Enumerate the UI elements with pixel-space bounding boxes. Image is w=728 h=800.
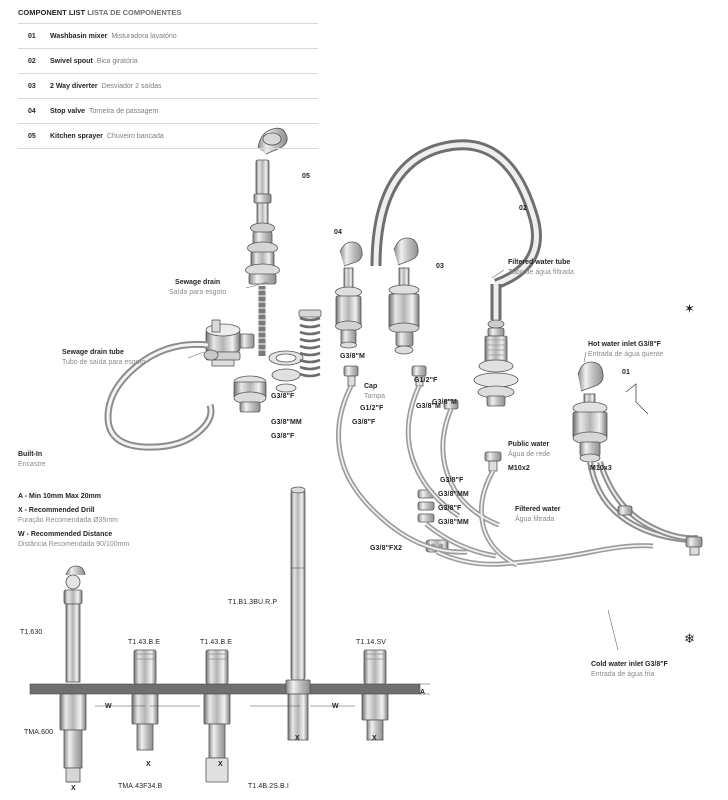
spec-w-en: W - Recommended Distance	[18, 531, 113, 538]
part-code-tma600: TMA.600	[24, 729, 54, 736]
dimension-w-1: W	[105, 703, 112, 710]
thread-label-g38fx2: G3/8"FX2	[370, 545, 403, 552]
cold-water-pt: Entrada de água fria	[591, 671, 655, 678]
component-number: 04	[28, 107, 36, 115]
public-water-en: Public water	[508, 441, 550, 448]
component-number: 01	[28, 32, 36, 40]
hot-water-icon: ✶	[684, 301, 695, 316]
sewage-drain-en: Sewage drain	[175, 279, 221, 286]
hot-water-en: Hot water inlet G3/8"F	[588, 341, 661, 348]
component-number: 05	[28, 132, 36, 140]
annotation-filtered-water-tube	[508, 258, 574, 278]
part-kitchen-sprayer	[246, 128, 304, 392]
annotation-cold-water-inlet	[591, 660, 668, 680]
thread-label-g12f-a: G1/2"F	[414, 377, 438, 384]
thread-label-g38mm-c: G3/8"MM	[438, 519, 469, 526]
component-list-row	[18, 48, 318, 73]
dimension-x-5: X	[71, 785, 76, 792]
part-code-t143be-b: T1.43.B.E	[200, 639, 233, 646]
spec-notes	[18, 492, 129, 550]
callout-03: 03	[436, 263, 444, 270]
part-code-t14b2sbi: T1.4B.2S.B.I	[248, 783, 289, 790]
annotation-public-water	[508, 440, 550, 460]
part-code-t1b13burp: T1.B1.3BU.R.P	[228, 599, 278, 606]
component-name-pt: Chuveiro bancada	[106, 132, 164, 140]
thread-label-g38f-a: G3/8"F	[271, 393, 295, 400]
thread-label-g38f-c: G3/8"F	[352, 419, 376, 426]
cap-en: Cap	[364, 383, 378, 390]
part-sewage-drain	[206, 320, 266, 412]
component-list	[18, 8, 318, 149]
filtered-water-tube-pt: Tubo de água filtrada	[508, 269, 574, 276]
thread-label-g38f-b: G3/8"F	[271, 433, 295, 440]
spec-w-pt: Distância Recomendada 90/100mm	[18, 541, 130, 548]
callout-05: 05	[302, 173, 310, 180]
component-name-en: Kitchen sprayer	[50, 132, 103, 140]
public-water-pt: Água de rede	[508, 451, 551, 458]
component-list-row	[18, 98, 318, 123]
part-code-t143be-a: T1.43.B.E	[128, 639, 161, 646]
thread-label-g38f-e: G3/8"F	[438, 505, 462, 512]
component-name-en: Swivel spout	[50, 57, 93, 65]
component-name-pt: Torneira de passagem	[89, 107, 159, 115]
component-name-en: Washbasin mixer	[50, 32, 108, 40]
spec-a: A - Min 10mm Max 20mm	[18, 493, 101, 500]
filtered-water-en: Filtered water	[515, 506, 561, 513]
component-name-pt: Bica giratória	[96, 57, 138, 65]
annotation-built-in	[18, 450, 46, 470]
sewage-drain-tube-pt: Tubo de saída para esgoto	[62, 359, 146, 366]
annotation-filtered-water	[515, 505, 561, 525]
dimension-w-2: W	[332, 703, 339, 710]
cold-water-icon: ❄	[684, 631, 695, 646]
dimension-x-4: X	[372, 735, 377, 742]
callout-02: 02	[519, 205, 527, 212]
component-list-title-pt: LISTA DE COMPONENTES	[87, 8, 182, 17]
dimension-x-3: X	[295, 735, 300, 742]
sewage-drain-tube-en: Sewage drain tube	[62, 349, 124, 356]
filtered-water-tube-en: Filtered water tube	[508, 259, 571, 266]
component-list-title-en: COMPONENT LIST	[18, 8, 86, 17]
callout-04: 04	[334, 229, 342, 236]
hot-water-pt: Entrada de água quente	[588, 351, 664, 358]
filtered-water-pt: Água filtrada	[515, 516, 555, 523]
dimension-a: A	[420, 689, 426, 696]
part-code-tma43f34b: TMA.43F34.B	[118, 783, 163, 790]
annotation-sewage-drain	[169, 278, 226, 298]
thread-label-g38mm-b: G3/8"MM	[438, 491, 469, 498]
component-name-en: Stop valve	[50, 107, 86, 115]
component-number: 02	[28, 57, 36, 65]
part-code-t114sv: T1.14.SV	[356, 639, 386, 646]
component-name-en: 2 Way diverter	[50, 82, 98, 90]
thread-label-g38m-a: G3/8"M	[340, 353, 365, 360]
dimension-x-1: X	[146, 761, 151, 768]
thread-label-g12f-b: G1/2"F	[360, 405, 384, 412]
spec-x-pt: Furação Recomendada Ø35mm	[18, 517, 118, 524]
annotation-sewage-drain-tube	[62, 348, 145, 368]
part-diverter-03	[389, 238, 419, 354]
dimension-x-2: X	[218, 761, 223, 768]
sewage-drain-pt: Saída para esgoto	[169, 289, 227, 296]
component-name-pt: Desviador 2 saídas	[101, 82, 162, 90]
built-in-pt: Encastre	[18, 461, 46, 468]
annotation-cap	[364, 382, 385, 402]
component-list-row	[18, 23, 318, 48]
component-number: 03	[28, 82, 36, 90]
part-code-t1630: T1.630	[20, 629, 43, 636]
part-inlet-hoses	[590, 462, 702, 555]
thread-label-g38f-d: G3/8"F	[440, 477, 464, 484]
thread-label-g38m-b: G3/8"M	[416, 403, 441, 410]
component-list-row	[18, 123, 318, 149]
component-list-title	[18, 8, 318, 17]
component-name-pt: Misturadora lavatório	[111, 32, 177, 40]
annotation-hot-water-inlet	[588, 340, 663, 360]
thread-label-m10x3: M10x3	[590, 465, 612, 472]
spec-x-en: X - Recommended Drill	[18, 507, 95, 514]
thread-label-m10x2: M10x2	[508, 465, 530, 472]
thread-label-g38m-c: G3/8"M	[432, 399, 457, 406]
thread-label-g38mm-a: G3/8"MM	[271, 419, 302, 426]
part-washbasin-mixer-01	[573, 362, 648, 462]
callout-01: 01	[622, 369, 630, 376]
cap-pt: Tampa	[364, 393, 386, 400]
cold-water-en: Cold water inlet G3/8"F	[591, 661, 668, 668]
component-list-row	[18, 73, 318, 98]
built-in-en: Built-In	[18, 451, 43, 458]
